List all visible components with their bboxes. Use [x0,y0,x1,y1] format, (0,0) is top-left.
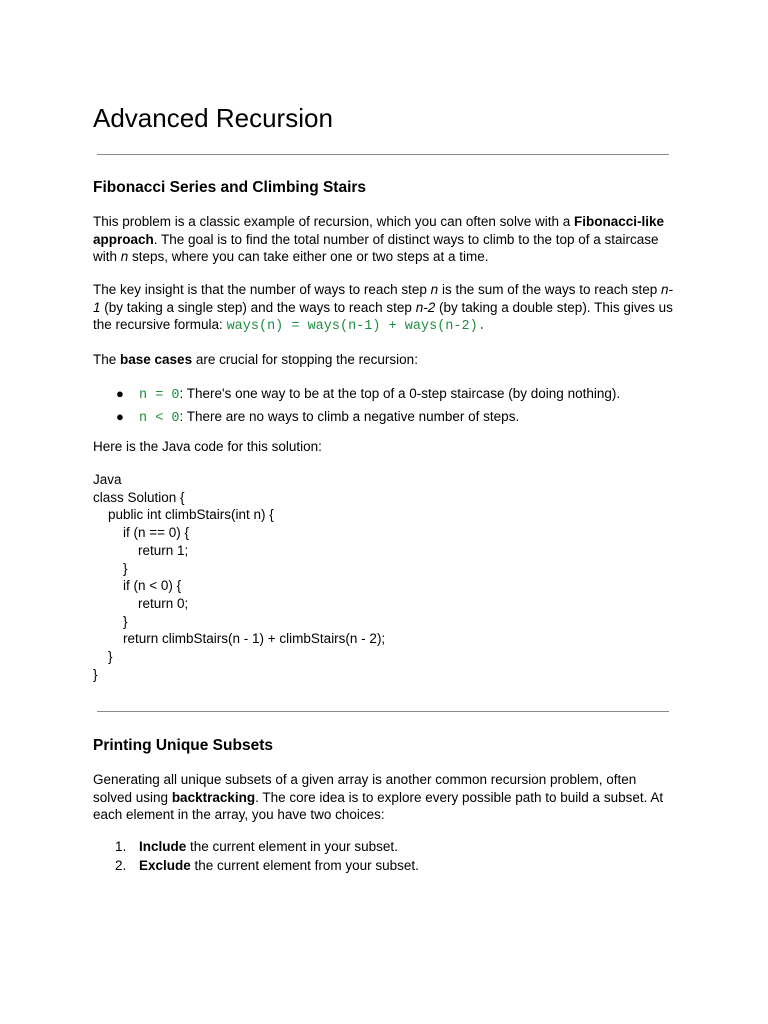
inline-code: n < 0 [139,411,180,426]
bold-text: Exclude [139,857,191,873]
code-line: return climbStairs(n - 1) + climbStairs(n - 2); [93,631,386,647]
code-line: } [93,613,128,629]
code-line: } [93,560,128,576]
horizontal-divider [97,711,669,712]
code-language-label: Java [93,472,122,487]
text: . The core idea is to explore every possible path to build a subset. At each element in the array, you have two choices: [93,789,664,823]
list-number: 2. [115,857,127,873]
code-line: return 1; [93,542,189,558]
text: are crucial for stopping the recursion: [192,352,418,367]
inline-code: n = 0 [139,388,180,403]
text: Generating all unique subsets of a given array is another common recursion problem, often solved using [93,772,637,805]
paragraph-intro [93,213,678,266]
bullet-icon: ● [116,386,124,401]
list-item [93,838,678,857]
code-line: if (n == 0) { [93,525,190,541]
paragraph-java-intro: Here is the Java code for this solution: [93,439,322,454]
bullet-icon: ● [116,409,124,424]
text: . The goal is to find the total number of distinct ways to climb to the top of a staircase with [93,231,659,265]
list-item [93,406,678,429]
paragraph-subsets-intro [93,771,678,824]
code-line: } [93,649,113,665]
text: the current element from your subset. [190,857,419,873]
page-title: Advanced Recursion [93,103,333,133]
code-line: public int climbStairs(int n) { [93,507,274,523]
paragraph-base-cases [93,351,678,369]
bold-text: backtracking [171,789,256,805]
text: the current element in your subset. [186,839,398,854]
text: . [477,319,486,335]
text: This problem is a classic example of recursion, which you can often solve with a [93,214,574,229]
inline-code-formula: ways(n) = ways(n-1) + ways(n-2) [226,319,478,335]
base-cases-list [93,383,678,429]
code-line: return 0; [93,595,189,611]
list-item [93,383,678,406]
choices-list [93,838,678,875]
text: is the sum of the ways to reach step [438,282,662,297]
bold-text: base cases [120,352,193,367]
italic-text: n-2 [415,299,436,315]
italic-text: n [120,249,129,265]
text: : There's one way to be at the top of a 0-step staircase (by doing nothing). [179,386,621,401]
text: steps, where you can take either one or two steps at a time. [128,249,489,265]
code-line: class Solution { [93,489,185,505]
code-line: if (n < 0) { [93,578,182,594]
text: : There are no ways to climb a negative number of steps. [179,409,520,424]
text: The [93,352,121,367]
text: (by taking a single step) and the ways to reach step [100,299,416,315]
italic-text: n [430,282,439,297]
bold-text: Fibonacci-like approach [93,214,664,247]
section-heading-fibonacci: Fibonacci Series and Climbing Stairs [93,179,367,196]
paragraph-key-insight [93,281,678,336]
code-line: } [93,666,98,682]
list-item [93,857,678,876]
horizontal-divider [97,154,669,155]
italic-text: n-1 [93,282,674,315]
section-heading-subsets: Printing Unique Subsets [93,737,273,754]
code-block-java [93,471,385,683]
bold-text: Include [139,839,187,854]
list-number: 1. [115,839,127,854]
text: The key insight is that the number of ways to reach step [93,282,431,297]
text: (by taking a double step). This gives us the recursive formula: [93,299,673,333]
